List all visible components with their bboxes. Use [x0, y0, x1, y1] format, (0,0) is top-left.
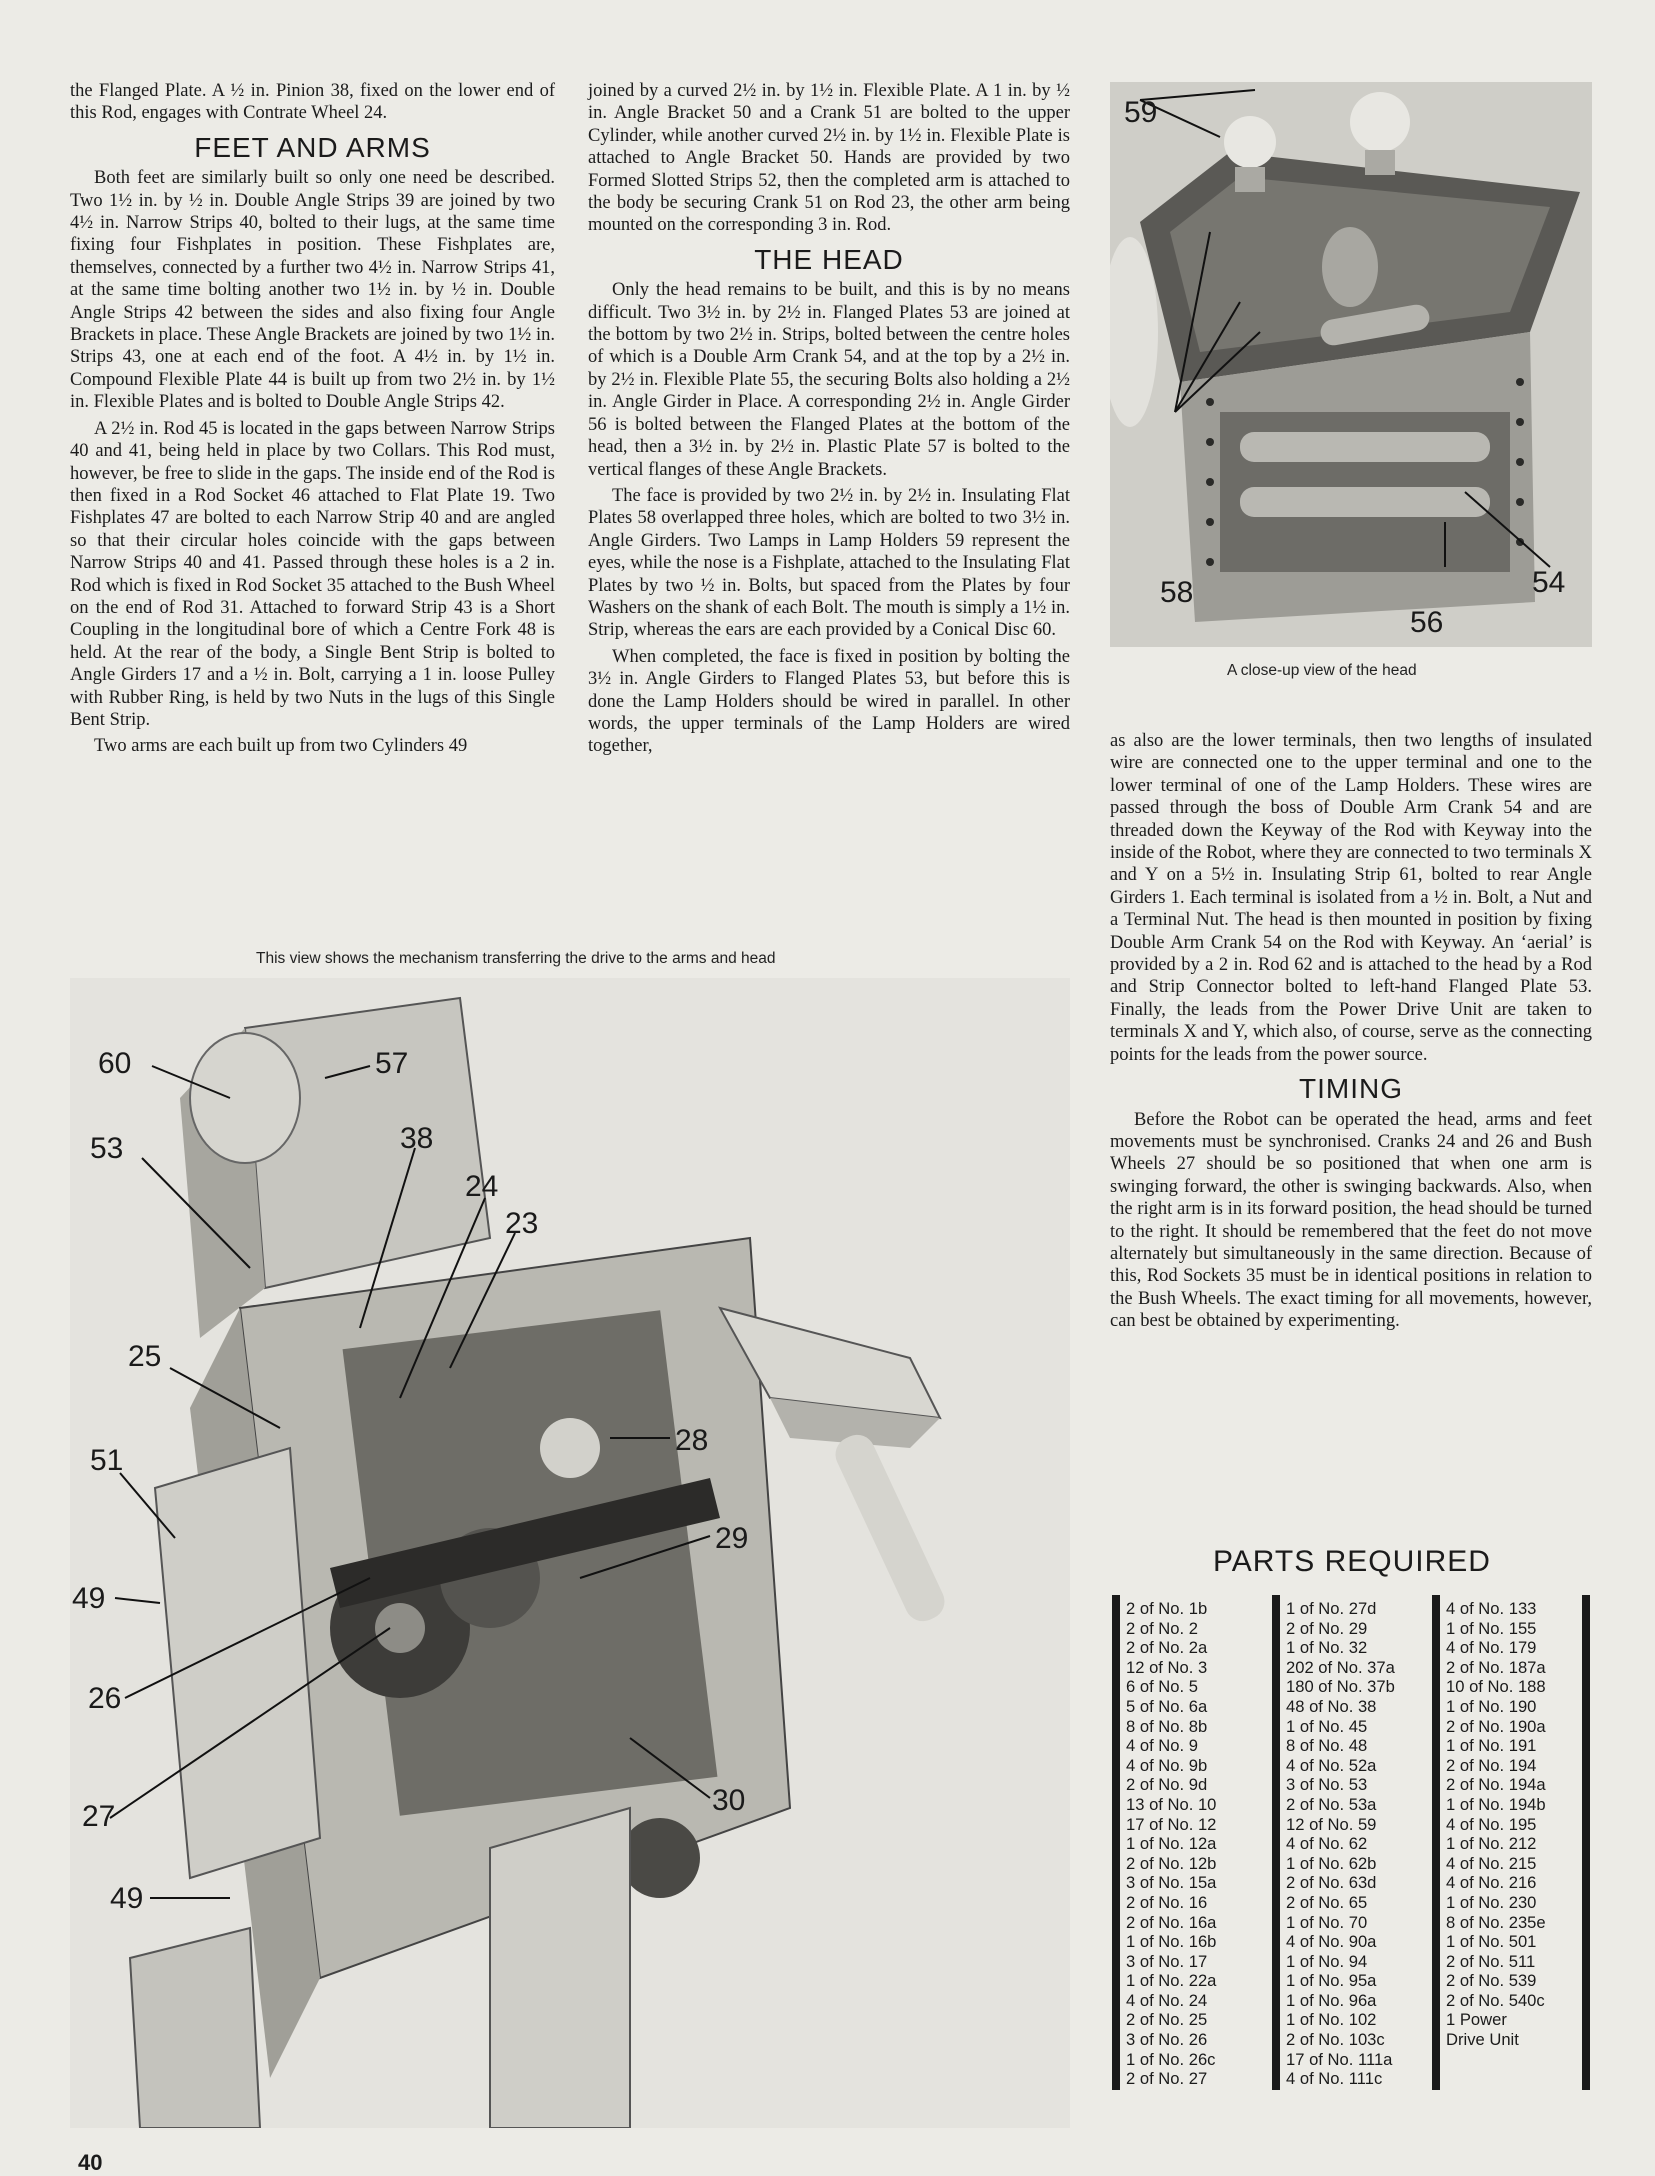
parts-item: 13 of No. 10 — [1126, 1794, 1217, 1814]
section-heading-feet-and-arms: FEET AND ARMS — [194, 131, 431, 163]
parts-item: 2 of No. 194 — [1446, 1755, 1537, 1775]
parts-item: 1 of No. 70 — [1286, 1912, 1368, 1932]
parts-item: 2 of No. 63d — [1286, 1873, 1377, 1893]
callout-29: 29 — [715, 1522, 749, 1555]
parts-item: 2 of No. 2a — [1126, 1638, 1208, 1658]
parts-items — [1126, 1599, 1216, 2089]
parts-item: 2 of No. 187a — [1446, 1657, 1546, 1677]
parts-item: 1 of No. 12a — [1126, 1834, 1217, 1854]
callout-53: 53 — [90, 1132, 124, 1165]
head-closeup-photo — [1110, 82, 1592, 647]
parts-items — [1286, 1599, 1395, 2089]
parts-item: 4 of No. 62 — [1286, 1834, 1368, 1854]
parts-item: 2 of No. 25 — [1126, 2010, 1208, 2030]
parts-item: 3 of No. 26 — [1126, 2030, 1208, 2050]
parts-column-1 — [1112, 1595, 1272, 2090]
paragraph: as also are the lower terminals, then two lengths of insulated wire are connected one to the upper terminal and one to the lower terminal of one of the Lamp Holders. These wires are passed through the boss of Double Arm Crank 54 and are threaded down the Keyway of the Rod with Keyway into the inside of the Robot, where they are connected to two terminals X and Y on a 5½ in. Insulating Strip 61, bolted to rear Angle Girders 1. Each terminal is isolated from a ½ in. Bolt, a Nut and a Terminal Nut. The head is then mounted in position by fixing Double Arm Crank 54 on the Rod with Keyway. An ‘aerial’ is provided by a 2 in. Rod 62 and is attached to the head by a Rod and Strip Connector bolted to left-hand Flanged Plate 53. Finally, the leads from the Power Drive Unit are taken to terminals X and Y, which also, of course, serve as the connecting points for the leads from the power source. — [1110, 731, 1592, 1065]
parts-item: 17 of No. 12 — [1126, 1814, 1217, 1834]
parts-item: 1 of No. 26c — [1126, 2049, 1216, 2069]
parts-item: 1 of No. 95a — [1286, 1971, 1377, 1991]
parts-item: 1 of No. 190 — [1446, 1696, 1537, 1716]
parts-item: 2 of No. 16a — [1126, 1912, 1217, 1932]
parts-item: 1 of No. 27d — [1286, 1599, 1377, 1618]
callout-56: 56 — [1410, 606, 1444, 639]
parts-item: 5 of No. 6a — [1126, 1696, 1208, 1716]
text-column-1 — [70, 80, 555, 762]
parts-item: 2 of No. 27 — [1126, 2069, 1208, 2089]
callout-26: 26 — [88, 1682, 122, 1715]
callout-54: 54 — [1532, 566, 1566, 599]
callout-59: 59 — [1124, 96, 1158, 129]
parts-item: 1 of No. 45 — [1286, 1716, 1368, 1736]
parts-item: 1 of No. 94 — [1286, 1951, 1368, 1971]
parts-item: 1 of No. 62b — [1286, 1853, 1377, 1873]
parts-item: 2 of No. 65 — [1286, 1892, 1368, 1912]
callout-24: 24 — [465, 1170, 499, 1203]
parts-item: 4 of No. 52a — [1286, 1755, 1377, 1775]
parts-item: 2 of No. 29 — [1286, 1618, 1368, 1638]
parts-item: 4 of No. 9 — [1126, 1736, 1198, 1756]
parts-item: Drive Unit — [1446, 2030, 1519, 2050]
parts-item: 1 of No. 191 — [1446, 1736, 1537, 1756]
parts-item: 1 of No. 194b — [1446, 1794, 1546, 1814]
parts-item: 2 of No. 539 — [1446, 1971, 1537, 1991]
parts-item: 10 of No. 188 — [1446, 1677, 1546, 1697]
paragraph: A 2½ in. Rod 45 is located in the gaps between Narrow Strips 40 and 41, being held in place by two Collars. This Rod must, however, be free to slide in the gaps. The inside end of the Rod is then fixed in a Rod Socket 46 attached to Flat Plate 19. Two Fishplates 47 are bolted to each Narrow Strip 40 and are angled so that their circular holes coincide with the gaps between Narrow Strips 40 and 41. Passed through these holes is a 2 in. Rod which is fixed in Rod Socket 35 attached to the Bush Wheel on the end of Rod 31. Attached to forward Strip 43 is a Short Coupling in the longitudinal bore of which a Centre Fork 48 is held. At the rear of the body, a Single Bent Strip is bolted to Angle Girders 17 and a ½ in. Bolt, carrying a 1 in. loose Pulley with Rubber Ring, is held by two Nuts in the lugs of this Single Bent Strip. — [70, 418, 555, 730]
page-number: 40 — [78, 2150, 103, 2175]
section-heading-timing: TIMING — [1299, 1073, 1403, 1105]
parts-item: 3 of No. 15a — [1126, 1873, 1217, 1893]
parts-item: 4 of No. 111c — [1286, 2069, 1383, 2089]
section-heading-the-head: THE HEAD — [754, 243, 904, 275]
parts-item: 3 of No. 17 — [1126, 1951, 1208, 1971]
parts-item: 2 of No. 190a — [1446, 1716, 1546, 1736]
parts-item: 2 of No. 103c — [1286, 2030, 1385, 2050]
parts-item: 3 of No. 53 — [1286, 1775, 1368, 1795]
parts-item: 1 of No. 96a — [1286, 1990, 1377, 2010]
callout-30: 30 — [712, 1784, 746, 1817]
callout-60: 60 — [98, 1047, 132, 1080]
paragraph: Two arms are each built up from two Cylinders 49 — [94, 736, 468, 757]
paragraph: the Flanged Plate. A ½ in. Pinion 38, fixed on the lower end of this Rod, engages with Contrate Wheel 24. — [70, 81, 555, 124]
parts-item: 2 of No. 511 — [1446, 1951, 1536, 1971]
parts-item: 4 of No. 216 — [1446, 1873, 1537, 1893]
text-column-3 — [1110, 730, 1592, 1337]
parts-column-2 — [1272, 1595, 1432, 2090]
parts-item: 2 of No. 194a — [1446, 1775, 1546, 1795]
parts-item: 4 of No. 179 — [1446, 1638, 1537, 1658]
parts-item: 1 of No. 22a — [1126, 1971, 1217, 1991]
callout-51: 51 — [90, 1444, 124, 1477]
parts-item: 1 of No. 102 — [1286, 2010, 1377, 2030]
parts-item: 1 Power — [1446, 2010, 1507, 2030]
parts-list — [1112, 1595, 1590, 2090]
callout-49-upper: 49 — [72, 1582, 106, 1615]
mechanism-photo — [70, 978, 1070, 2128]
column-rule — [1432, 1595, 1440, 2090]
paragraph: joined by a curved 2½ in. by 1½ in. Flexible Plate. A 1 in. by ½ in. Angle Bracket 50 and a Crank 51 are bolted to the upper Cylinder, while another curved 2½ in. by 1½ in. Flexible Plate is attached to Angle Bracket 50. Hands are provided by two Formed Slotted Strips 52, then the completed arm is attached to the body be securing Crank 51 on Rod 23, the other arm being mounted on the corresponding 3 in. Rod. — [588, 81, 1070, 236]
column-rule-end — [1582, 1595, 1590, 2090]
paragraph: When completed, the face is fixed in position by bolting the 3½ in. Angle Girders to Flanged Plates 53, but before this is done the Lamp Holders should be wired in parallel. In other words, the upper terminals of the Lamp Holders are wired together, — [588, 646, 1070, 757]
parts-item: 1 of No. 155 — [1446, 1618, 1537, 1638]
parts-item: 12 of No. 3 — [1126, 1657, 1208, 1677]
callout-27: 27 — [82, 1800, 116, 1833]
mechanism-illustration — [70, 978, 1070, 2128]
parts-required-title: PARTS REQUIRED — [1213, 1545, 1491, 1578]
head-closeup-illustration — [1110, 82, 1592, 647]
parts-item: 4 of No. 133 — [1446, 1599, 1537, 1618]
paragraph: Before the Robot can be operated the head, arms and feet movements must be synchronised. Cranks 24 and 26 and Bush Wheels 27 should be so positioned that when one arm is swinging forward, the other is swinging backwards. Also, when the right arm is in its forward position, the head should be turned to the right. It should be remembered that the feet do not move alternately but simultaneously in the same direction. Because of this, Rod Sockets 35 must be in identical positions in relation to the Bush Wheels. The exact timing for all movements, however, can best be obtained by experimenting. — [1110, 1109, 1592, 1332]
parts-item: 8 of No. 8b — [1126, 1716, 1208, 1736]
main-photo-caption: This view shows the mechanism transferring the drive to the arms and head — [256, 950, 776, 967]
parts-item: 8 of No. 235e — [1446, 1912, 1546, 1932]
callout-28: 28 — [675, 1424, 709, 1457]
parts-item: 2 of No. 53a — [1286, 1794, 1377, 1814]
parts-item: 2 of No. 540c — [1446, 1990, 1545, 2010]
callout-58: 58 — [1160, 576, 1194, 609]
parts-item: 180 of No. 37b — [1286, 1677, 1395, 1697]
parts-item: 2 of No. 1b — [1126, 1599, 1208, 1618]
head-photo-caption: A close-up view of the head — [1227, 662, 1417, 679]
parts-item: 8 of No. 48 — [1286, 1736, 1368, 1756]
parts-item: 2 of No. 16 — [1126, 1892, 1208, 1912]
parts-item: 4 of No. 9b — [1126, 1755, 1208, 1775]
callout-25: 25 — [128, 1340, 162, 1373]
parts-item: 2 of No. 2 — [1126, 1618, 1198, 1638]
column-rule — [1272, 1595, 1280, 2090]
parts-item: 1 of No. 212 — [1446, 1834, 1537, 1854]
parts-items — [1446, 1599, 1546, 2050]
parts-item: 1 of No. 230 — [1446, 1892, 1537, 1912]
parts-item: 12 of No. 59 — [1286, 1814, 1377, 1834]
parts-item: 48 of No. 38 — [1286, 1696, 1377, 1716]
parts-item: 6 of No. 5 — [1126, 1677, 1198, 1697]
text-column-2 — [588, 80, 1070, 762]
callout-23: 23 — [505, 1207, 539, 1240]
paragraph: The face is provided by two 2½ in. by 2½ in. Insulating Flat Plates 58 overlapped three holes, which are bolted to two 3½ in. Angle Girders. Two Lamps in Lamp Holders 59 represent the eyes, while the nose is a Fishplate, attached to the Insulating Flat Plates by two ½ in. Bolts, but spaced from the Plates by four Washers on the shank of each Bolt. The mouth is simply a 1½ in. Strip, whereas the ears are each provided by a Conical Disc 60. — [588, 485, 1070, 641]
parts-item: 1 of No. 501 — [1446, 1932, 1537, 1952]
parts-item: 4 of No. 90a — [1286, 1932, 1377, 1952]
callout-38: 38 — [400, 1122, 434, 1155]
paragraph: Only the head remains to be built, and this is by no means difficult. Two 3½ in. by 2½ in. Flanged Plates 53 are joined at the bottom by two 2½ in. Strips, bolted between the centre holes of which is a Double Arm Crank 54, and at the top by a 2½ in. by 2½ in. Flexible Plate 55, the securing Bolts also holding a 2½ in. Angle Girder in Place. A corresponding 2½ in. Angle Girder 56 is bolted between the Flanged Plates at the bottom of the head, then a 3½ in. by 2½ in. Plastic Plate 57 is bolted to the vertical flanges of these Angle Brackets. — [588, 280, 1070, 480]
parts-item: 4 of No. 215 — [1446, 1853, 1537, 1873]
parts-column-3 — [1432, 1595, 1582, 2090]
parts-item: 17 of No. 111a — [1286, 2049, 1393, 2069]
parts-item: 1 of No. 16b — [1126, 1932, 1217, 1952]
parts-item: 1 of No. 32 — [1286, 1638, 1368, 1658]
callout-57: 57 — [375, 1047, 409, 1080]
paragraph: Both feet are similarly built so only one need be described. Two 1½ in. by ½ in. Double Angle Strips 39 are joined by two 4½ in. Narrow Strips 40, bolted to their lugs, at the same time fixing four Fishplates in position. These Fishplates are, themselves, connected by a further two 4½ in. Narrow Strips 41, at the same time bolting another two 1½ in. by ½ in. Double Angle Strips 42 between the sides and also fixing four Angle Brackets in place. These Angle Brackets are joined by two 1½ in. Strips 43, one at each end of the foot. A 4½ in. by 1½ in. Compound Flexible Plate 44 is built up from two 2½ in. by 1½ in. Flexible Plates and is bolted to Double Angle Strips 42. — [70, 168, 555, 413]
callout-49-lower: 49 — [110, 1882, 144, 1915]
column-rule — [1112, 1595, 1120, 2090]
parts-item: 4 of No. 24 — [1126, 1990, 1208, 2010]
parts-item: 4 of No. 195 — [1446, 1814, 1537, 1834]
parts-item: 2 of No. 9d — [1126, 1775, 1208, 1795]
parts-item: 202 of No. 37a — [1286, 1657, 1395, 1677]
parts-item: 2 of No. 12b — [1126, 1853, 1217, 1873]
